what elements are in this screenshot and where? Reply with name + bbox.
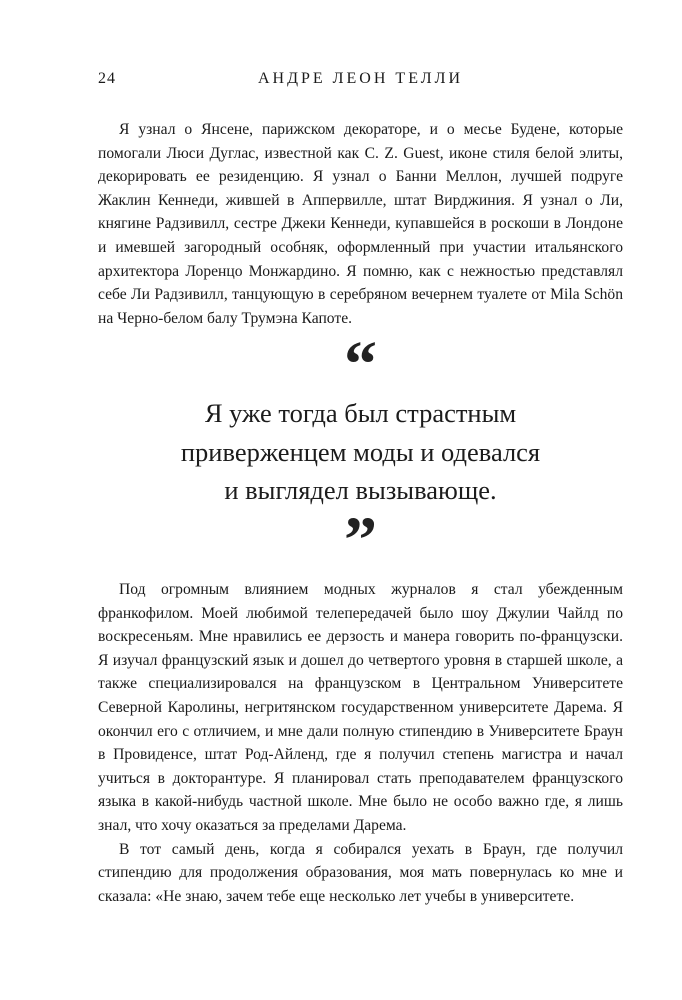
close-quote-mark: ” (344, 503, 377, 577)
pull-quote-line: приверженцем моды и одевался (180, 436, 541, 467)
running-head-author: АНДРЕ ЛЕОН ТЕЛЛИ (257, 70, 464, 87)
paragraph: Я узнал о Янсене, парижском декораторе, и о месье Будене, которые помогали Люси Дуглас, известной как C. Z. Guest, иконе стиля белой элиты, декорировать ее резиденцию. Я узнал о Банни Меллон, лучшей подруге Жаклин Кеннеди, жившей в Аппервилле, штат Вирджиния. Я узнал о Ли, княгине Радзивилл, сестре Джеки Кеннеди, купавшейся в роскоши в Лондоне и имевшей загородный особняк, оформленный при участии итальянского архитектора Лоренцо Монжардино. Я помню, как с нежностью представлял себе Ли Радзивилл, танцующую в серебряном вечернем туалете от Mila Schön на Черно-белом балу Трумэна Капоте. (98, 121, 623, 327)
open-quote-mark: “ (344, 328, 377, 401)
pull-quote-line: Я уже тогда был страстным (204, 398, 517, 428)
page-number: 24 (98, 70, 116, 87)
pull-quote (98, 328, 623, 577)
running-head (98, 70, 623, 94)
paragraph: В тот самый день, когда я собирался уехать в Браун, где получил стипендию для продолжения образования, моя мать повернулась ко мне и сказала: «Не знаю, зачем тебе еще несколько лет учебы в университете. (98, 840, 623, 905)
body-text-bottom (98, 578, 623, 908)
pull-quote-text (98, 394, 623, 510)
pull-quote-line: и выглядел вызывающе. (224, 475, 497, 505)
paragraph: Под огромным влиянием модных журналов я стал убежденным франкофилом. Моей любимой телепередачей было шоу Джулии Чайлд по воскресеньям. Мне нравились ее дерзость и манера говорить по-французски. Я изучал французский язык и дошел до четвертого уровня в старшей школе, а также специализировался на французском в Центральном Университете Северной Каролины, негритянском государственном университете Дарема. Я окончил его с отличием, и мне дали полную стипендию в Университете Браун в Провиденсе, штат Род-Айленд, где я получил степень магистра и начал учиться в докторантуре. Я планировал стать преподавателем французского языка в какой-нибудь частной школе. Мне было не особо важно где, я лишь знал, что хочу оказаться за пределами Дарема. (98, 581, 623, 834)
body-text-top (98, 118, 623, 330)
